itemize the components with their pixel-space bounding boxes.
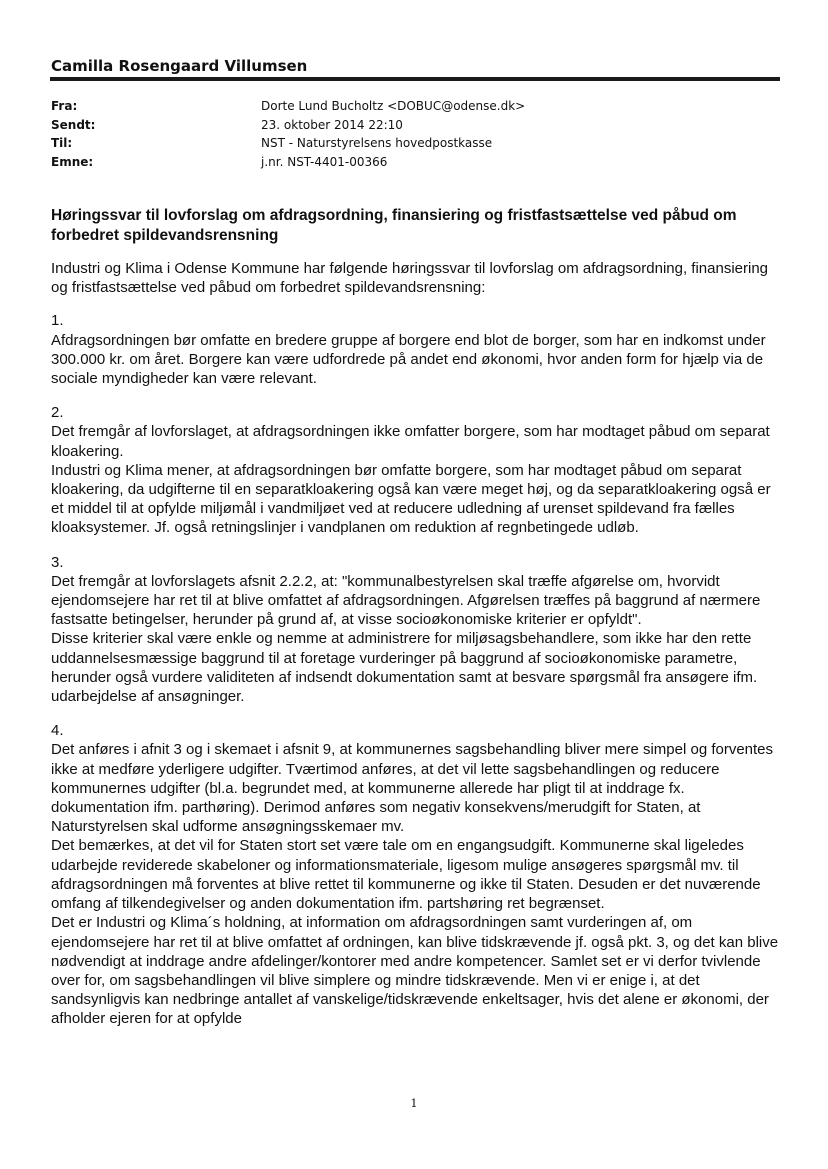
section-4 xyxy=(51,721,781,1028)
section-1 xyxy=(51,311,781,388)
section-paragraph: Det bemærkes, at det vil for Staten stort set være tale om en engangsudgift. Kommunerne skal ligeledes udarbejde reviderede skabeloner og informationsmateriale, ligesom mulige ansøgeres spørgsmål mv. til afdragsordningen må forventes at blive rettet til kommunerne og ikke til Staten. Desuden er det nuværende omfang af tilkendegivelser og anden dokumentation ifm. partshøring ret begrænset. xyxy=(51,837,761,913)
meta-label: Til: xyxy=(51,136,73,150)
section-2 xyxy=(51,403,781,537)
meta-value: Dorte Lund Bucholtz <DOBUC@odense.dk> xyxy=(261,99,526,113)
section-3 xyxy=(51,553,781,707)
section-number: 3. xyxy=(51,553,64,571)
section-paragraph: Afdragsordningen bør omfatte en bredere gruppe af borgere end blot de borger, som har en indkomst under 300.000 kr. om året. Borgere kan være udfordrede på andet end økonomi, hvor anden form for hjælp via de sociale myndigheder kan være relevant. xyxy=(51,331,766,388)
meta-row-subject xyxy=(51,153,771,172)
meta-label: Fra: xyxy=(51,99,78,113)
email-metadata xyxy=(51,97,771,171)
meta-value: NST - Naturstyrelsens hovedpostkasse xyxy=(261,136,493,150)
meta-row-from xyxy=(51,97,771,116)
section-number: 1. xyxy=(51,312,64,330)
header-rule xyxy=(50,77,780,81)
section-number: 4. xyxy=(51,722,64,740)
sender-name: Camilla Rosengaard Villumsen xyxy=(51,57,308,75)
section-paragraph: Det er Industri og Klima´s holdning, at information om afdragsordningen samt vurderingen af, om ejendomsejere har ret til at blive omfattet af ordningen, kan blive tidskrævende jf. også pkt. 3, og det kan blive nødvendigt at inddrage andre afdelinger/kontorer med andre kompetencer. Samlet set er vi derfor tvivlende over for, om sagsbehandlingen vil blive simplere og mindre tidskrævende. Men vi er enige i, at det sandsynligvis kan nedbringe antallet af vanskelige/tidskrævende enkeltsager, hvis det alene er økonomi, der afholder ejeren for at opfylde xyxy=(51,914,779,1028)
meta-label: Sendt: xyxy=(51,117,96,132)
meta-value: 23. oktober 2014 22:10 xyxy=(261,117,403,132)
section-paragraph: Industri og Klima mener, at afdragsordningen bør omfatte borgere, som har modtaget påbud om separat kloakering, da udgifterne til en separatkloakering også kan være meget høj, og da separatkloakering også er et middel til at opfylde miljømål i vandmiljøet ved at reducere udledning af urenset spildevand fra fælles kloaksystemer. Jf. også retningslinjer i vandplanen om reduktion af regnbetingede udløb. xyxy=(51,461,771,537)
meta-row-to xyxy=(51,134,771,153)
section-number: 2. xyxy=(51,404,64,422)
letter-body xyxy=(51,206,781,1044)
letter-heading: Høringssvar til lovforslag om afdragsordning, finansiering og fristfastsættelse ved påbud om forbedret spildevandsrensning xyxy=(51,207,737,244)
section-paragraph: Det fremgår af lovforslaget, at afdragsordningen ikke omfatter borgere, som har modtaget påbud om separat kloakering. xyxy=(51,423,770,460)
section-paragraph: Det fremgår at lovforslagets afsnit 2.2.2, at: "kommunalbestyrelsen skal træffe afgørelse om, hvorvidt ejendomsejere har ret til at blive omfattet af afdragsordningen. Afgørelsen træffes på baggrund af nærmere fastsatte betingelser, herunder på grund af, at visse socioøkonomiske kriterier er opfyldt". xyxy=(51,572,761,629)
intro-paragraph: Industri og Klima i Odense Kommune har følgende høringssvar til lovforslag om afdragsordning, finansiering og fristfastsættelse ved påbud om forbedret spildevandsrensning: xyxy=(51,260,769,297)
page-number: 1 xyxy=(410,1097,418,1110)
meta-value: j.nr. NST-4401-00366 xyxy=(261,154,388,169)
meta-row-sent xyxy=(51,116,771,135)
section-paragraph: Disse kriterier skal være enkle og nemme at administrere for miljøsagsbehandlere, som ikke har den rette uddannelsesmæssige baggrund til at foretage vurderinger på baggrund af socioøkonomiske parametre, herunder også vurdere validiteten af indsendt dokumentation samt at besvare spørgsmål fra ansøgere ifm. udarbejdelse af ansøgninger. xyxy=(51,630,758,706)
meta-label: Emne: xyxy=(51,154,94,169)
section-paragraph: Det anføres i afnit 3 og i skemaet i afsnit 9, at kommunernes sagsbehandling bliver mere simpel og forventes ikke at medføre yderligere udgifter. Tværtimod anføres, at det vil lette sagsbehandlingen og reducere kommunernes udgifter (bl.a. begrundet med, at kommunerne allerede har pligt til at inddrage fx. dokumentation ifm. parthøring). Derimod anføres som negativ konsekvens/merudgift for Staten, at Naturstyrelsen skal udforme ansøgningsskemaer mv. xyxy=(51,741,774,836)
